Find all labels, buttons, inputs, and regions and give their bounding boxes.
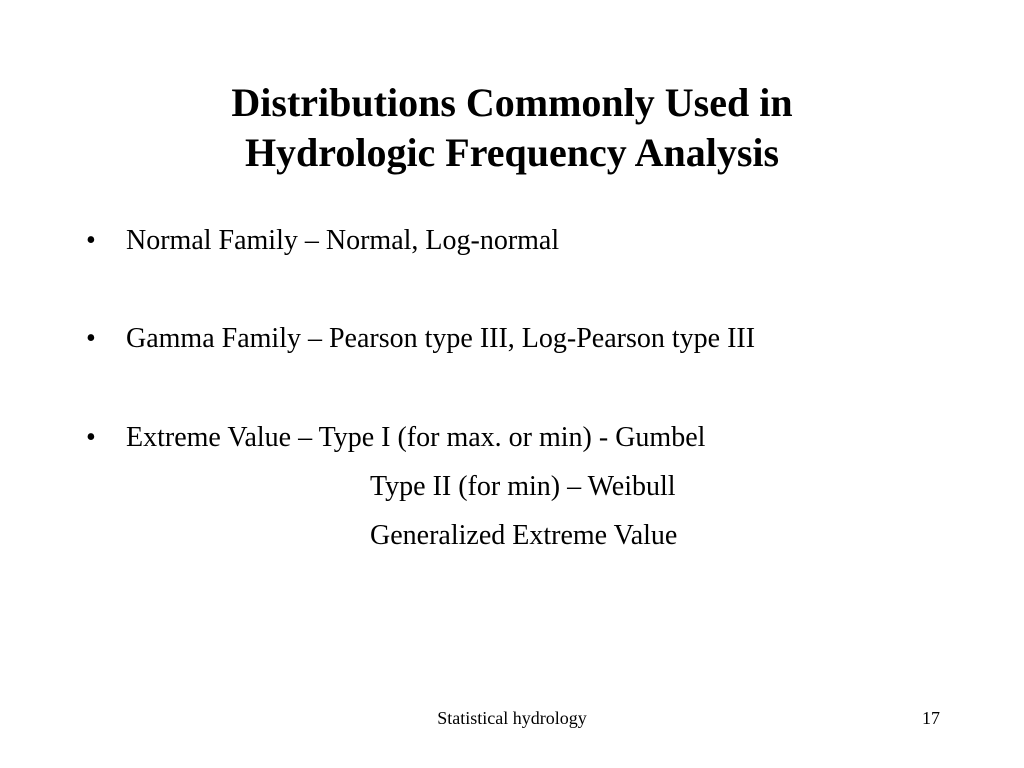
bullet-dot: •: [86, 225, 96, 256]
slide-title-line-1: Distributions Commonly Used in: [231, 80, 793, 125]
bullet-gamma-family: [86, 322, 755, 356]
slide-title-line-2: Hydrologic Frequency Analysis: [244, 130, 780, 175]
slide-title: [0, 78, 1024, 178]
footer-title: Statistical hydrology: [437, 708, 587, 728]
page-number: 17: [922, 708, 940, 728]
bullet-text: Extreme Value – Type I (for max. or min) - Gumbel: [126, 422, 706, 453]
bullet-extreme-value: [86, 421, 705, 455]
extreme-value-gev: Generalized Extreme Value: [370, 520, 678, 551]
bullet-text: Gamma Family – Pearson type III, Log-Pearson type III: [126, 323, 756, 354]
bullet-dot: •: [86, 422, 96, 453]
bullet-normal-family: [86, 224, 559, 258]
bullet-dot: •: [86, 323, 96, 354]
extreme-value-type-ii: Type II (for min) – Weibull: [370, 471, 676, 502]
bullet-text: Normal Family – Normal, Log-normal: [126, 225, 560, 256]
